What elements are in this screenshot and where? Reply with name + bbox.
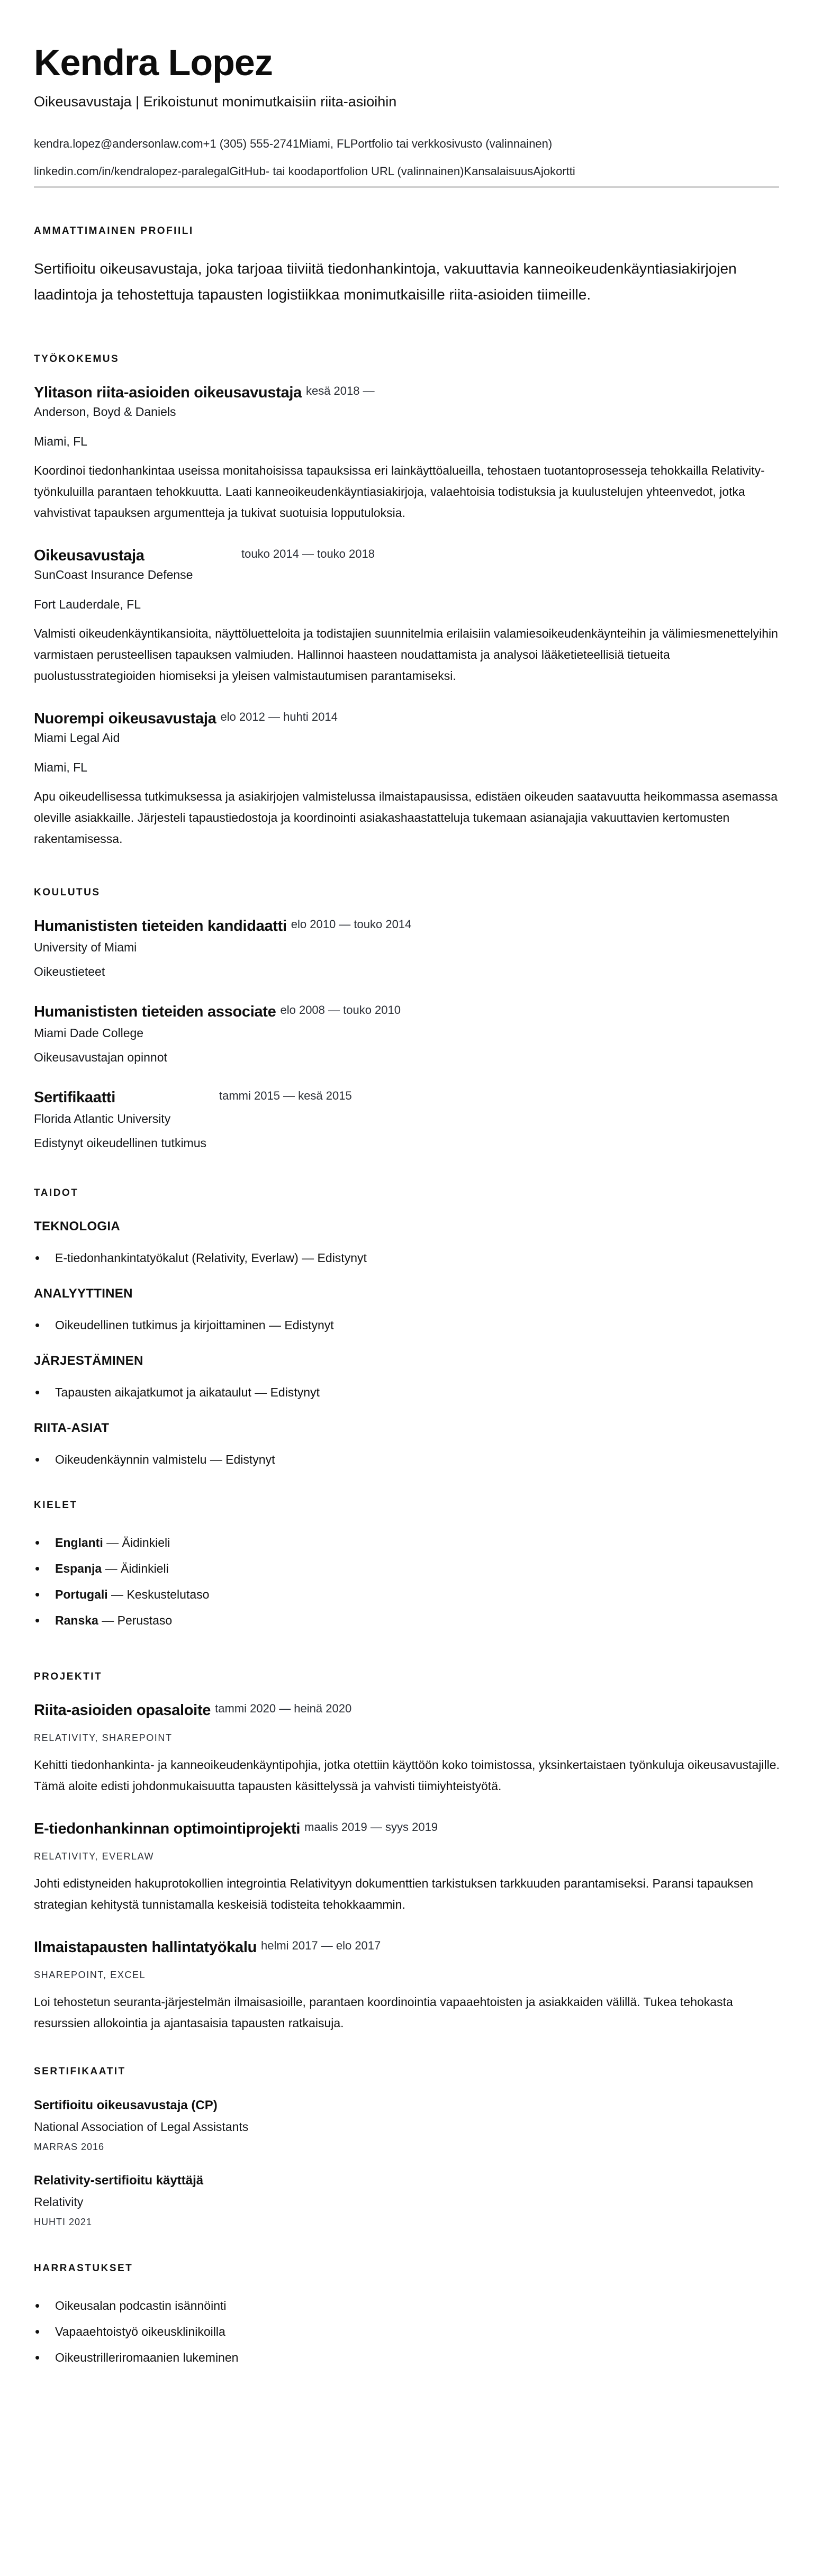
experience-header bbox=[34, 547, 779, 565]
skill-group bbox=[34, 1285, 779, 1338]
certificate-issuer: National Association of Legal Assistants bbox=[34, 2120, 249, 2134]
project-tech: RELATIVITY, EVERLAW bbox=[34, 1851, 155, 1862]
certificate-issuer: Relativity bbox=[34, 2195, 84, 2209]
skill-list bbox=[34, 1245, 779, 1271]
certificate-name: Sertifioitu oikeusavustaja (CP) bbox=[34, 2098, 218, 2113]
language-name: Portugali bbox=[55, 1588, 108, 1602]
education-item bbox=[34, 917, 779, 984]
skill-group bbox=[34, 1419, 779, 1473]
phone-number[interactable]: +1 (305) 555-2741 bbox=[203, 137, 300, 151]
job-location: Miami, FL bbox=[34, 760, 87, 775]
skill-item: • Tapausten aikajatkumot ja aikataulut — Edistynyt bbox=[34, 1380, 779, 1405]
language-separator: — bbox=[107, 1588, 127, 1602]
job-dates: touko 2014 — touko 2018 bbox=[241, 547, 375, 561]
skills-section bbox=[34, 1187, 779, 1473]
hobby-list bbox=[34, 2293, 779, 2371]
school-name: Miami Dade College bbox=[34, 1026, 144, 1040]
education-dates: elo 2010 — touko 2014 bbox=[291, 918, 412, 931]
project-name: Riita-asioiden opasaloite bbox=[34, 1702, 211, 1719]
experience-header bbox=[34, 710, 779, 728]
education-header bbox=[34, 917, 779, 935]
project-dates: tammi 2020 — heinä 2020 bbox=[215, 1702, 352, 1716]
project-tech: RELATIVITY, SHAREPOINT bbox=[34, 1733, 173, 1744]
job-description: Apu oikeudellisessa tutkimuksessa ja asiakirjojen valmistelussa ilmaistapausissa, edistäen oikeuden saatavuutta heikommassa asemassa oleville asiakkaille. Järjesteli tapaustiedostoja ja koordinointi asiakashaastatteluja tukemaan asianajajia vakuuttavien kertomusten rakentamisessa. bbox=[34, 790, 778, 846]
resume-header bbox=[34, 42, 779, 188]
field-of-study: Oikeustieteet bbox=[34, 965, 105, 979]
headline: Oikeusavustaja | Erikoistunut monimutkaisiin riita-asioihin bbox=[34, 94, 397, 110]
language-level: Äidinkieli bbox=[122, 1536, 170, 1550]
skill-group-title: ANALYYTTINEN bbox=[34, 1286, 133, 1301]
education-dates: elo 2008 — touko 2010 bbox=[280, 1003, 401, 1017]
certificate-date: HUHTI 2021 bbox=[34, 2217, 93, 2228]
language-name: Englanti bbox=[55, 1536, 103, 1550]
skill-item: • E-tiedonhankintatyökalut (Relativity, Everlaw) — Edistynyt bbox=[34, 1245, 779, 1271]
github-link[interactable]: GitHub- tai koodaportfolion URL (valinnainen) bbox=[229, 165, 464, 178]
skill-item: • Oikeudellinen tutkimus ja kirjoittaminen — Edistynyt bbox=[34, 1312, 779, 1338]
certificate-item bbox=[34, 2171, 779, 2230]
field-of-study: Edistynyt oikeudellinen tutkimus bbox=[34, 1136, 206, 1150]
location: Miami, FL bbox=[299, 137, 350, 151]
skill-item: • Oikeudenkäynnin valmistelu — Edistynyt bbox=[34, 1447, 779, 1473]
skill-group-title: JÄRJESTÄMINEN bbox=[34, 1354, 143, 1368]
education-header bbox=[34, 1089, 779, 1106]
skill-group bbox=[34, 1352, 779, 1405]
experience-header bbox=[34, 384, 779, 402]
education-item bbox=[34, 1089, 779, 1155]
company-name: Anderson, Boyd & Daniels bbox=[34, 405, 176, 419]
certificate-item bbox=[34, 2096, 779, 2155]
section-title-profile: AMMATTIMAINEN PROFIILI bbox=[34, 225, 194, 237]
project-description: Johti edistyneiden hakuprotokollien integrointia Relativityyn dokumenttien tarkistuksen tarkkuuden parantamiseksi. Paransi tapauksen strategian kehitystä tunnistamalla keskeisiä todisteita tehokkaammin. bbox=[34, 1876, 754, 1912]
experience-item bbox=[34, 710, 779, 849]
skill-group-title: TEKNOLOGIA bbox=[34, 1219, 120, 1234]
field-of-study: Oikeusavustajan opinnot bbox=[34, 1050, 167, 1065]
section-title-languages: KIELET bbox=[34, 1500, 78, 1511]
degree-title: Humanististen tieteiden associate bbox=[34, 1003, 276, 1021]
candidate-name: Kendra Lopez bbox=[34, 42, 273, 83]
job-location: Fort Lauderdale, FL bbox=[34, 597, 141, 612]
profile-summary: Sertifioitu oikeusavustaja, joka tarjoaa tiiviitä tiedonhankintoja, vakuuttavia kanneoikeudenkäyntiasiakirjojen laadintoja ja tehostettuja tapausten logistiikkaa monimutkaisille riita-asioiden tiimeille. bbox=[34, 260, 737, 303]
portfolio-link[interactable]: Portfolio tai verkkosivusto (valinnainen) bbox=[350, 137, 553, 151]
language-name: Espanja bbox=[55, 1562, 102, 1576]
education-dates: tammi 2015 — kesä 2015 bbox=[219, 1089, 352, 1103]
email-link[interactable]: kendra.lopez@andersonlaw.com bbox=[34, 137, 203, 151]
contact-row-primary bbox=[34, 130, 779, 158]
skill-group-title: RIITA-ASIAT bbox=[34, 1421, 110, 1436]
language-separator: — bbox=[102, 1562, 121, 1576]
project-item bbox=[34, 1938, 779, 2034]
school-name: University of Miami bbox=[34, 940, 137, 955]
project-item bbox=[34, 1701, 779, 1797]
section-title-certificates: SERTIFIKAATIT bbox=[34, 2066, 126, 2078]
section-title-skills: TAIDOT bbox=[34, 1187, 79, 1199]
languages-section bbox=[34, 1499, 779, 1634]
project-name: E-tiedonhankinnan optimointiprojekti bbox=[34, 1820, 301, 1838]
hobby-item: • Oikeustrilleriromaanien lukeminen bbox=[34, 2345, 779, 2371]
drivers-license: Ajokortti bbox=[533, 165, 575, 178]
experience-item bbox=[34, 384, 779, 523]
skill-list bbox=[34, 1447, 779, 1473]
profile-section bbox=[34, 225, 779, 307]
experience-section bbox=[34, 353, 779, 849]
hobbies-section bbox=[34, 2262, 779, 2371]
language-separator: — bbox=[103, 1536, 122, 1550]
language-separator: — bbox=[98, 1613, 118, 1628]
language-level: Perustaso bbox=[117, 1613, 173, 1628]
language-item bbox=[34, 1556, 779, 1582]
skill-group bbox=[34, 1218, 779, 1271]
hobby-item: • Oikeusalan podcastin isännöinti bbox=[34, 2293, 779, 2319]
project-description: Loi tehostetun seuranta-järjestelmän ilmaisasioille, parantaen koordinointia vapaaehtoisten ja asiakkaiden välillä. Tukea tehokasta resurssien allokointia ja ajantasaisia tapausten ratkaisuja. bbox=[34, 1995, 733, 2030]
education-item bbox=[34, 1003, 779, 1069]
job-location: Miami, FL bbox=[34, 434, 87, 449]
project-dates: helmi 2017 — elo 2017 bbox=[261, 1939, 381, 1953]
job-description: Valmisti oikeudenkäyntikansioita, näyttöluetteloita ja todistajien suunnitelmia erilaisiin valamiesoikeudenkäynteihin ja välimiesmenettelyihin varmistaen perusteellisen tapauksen valmiuden. Hallinnoi haasteen noudattamista ja analysoi lääketieteellisiä tietueita puolustusstrategioiden hiomiseksi ja yleisen valmistautumisen parantamiseksi. bbox=[34, 627, 778, 683]
language-item bbox=[34, 1608, 779, 1634]
job-title: Ylitason riita-asioiden oikeusavustaja bbox=[34, 384, 302, 402]
school-name: Florida Atlantic University bbox=[34, 1112, 171, 1126]
job-dates: elo 2012 — huhti 2014 bbox=[220, 710, 338, 724]
language-list bbox=[34, 1530, 779, 1634]
section-title-education: KOULUTUS bbox=[34, 887, 101, 899]
project-description: Kehitti tiedonhankinta- ja kanneoikeudenkäyntipohjia, jotka otettiin käyttöön koko toimistossa, yksinkertaistaen työnkuluja oikeusavustajille. Tämä aloite edisti johdonmukaisuutta tapausten käsittelyssä ja vahvisti tiimiyhteistyötä. bbox=[34, 1758, 780, 1793]
project-item bbox=[34, 1820, 779, 1915]
company-name: SunCoast Insurance Defense bbox=[34, 568, 193, 582]
contact-info bbox=[34, 130, 779, 188]
skill-list bbox=[34, 1312, 779, 1338]
language-level: Äidinkieli bbox=[121, 1562, 169, 1576]
section-title-hobbies: HARRASTUKSET bbox=[34, 2263, 133, 2274]
linkedin-link[interactable]: linkedin.com/in/kendralopez-paralegal bbox=[34, 165, 230, 178]
degree-title: Sertifikaatti bbox=[34, 1089, 116, 1106]
company-name: Miami Legal Aid bbox=[34, 731, 120, 745]
hobby-item: • Vapaaehtoistyö oikeusklinikoilla bbox=[34, 2319, 779, 2345]
citizenship: Kansalaisuus bbox=[464, 165, 534, 178]
education-section bbox=[34, 886, 779, 1155]
project-header bbox=[34, 1701, 779, 1719]
language-item bbox=[34, 1582, 779, 1608]
project-header bbox=[34, 1820, 779, 1838]
education-header bbox=[34, 1003, 779, 1021]
certificate-name: Relativity-sertifioitu käyttäjä bbox=[34, 2173, 204, 2188]
project-header bbox=[34, 1938, 779, 1956]
certificate-date: MARRAS 2016 bbox=[34, 2142, 105, 2153]
header-divider bbox=[34, 186, 779, 188]
job-description: Koordinoi tiedonhankintaa useissa monitahoisissa tapauksissa eri lainkäyttöalueilla, tehostaen tuotantoprosesseja tehokkailla Relativity-työnkuluilla parantaen tehokkuutta. Laati kanneoikeudenkäyntiasiakirjoja, valaehtoisia todistuksia ja kuulustelujen yhteenvedot, jotka vahvistivat tapauksen argumentteja ja tukivat suotuisia lopputuloksia. bbox=[34, 464, 765, 520]
projects-section bbox=[34, 1671, 779, 2034]
contact-row-secondary bbox=[34, 158, 779, 185]
project-name: Ilmaistapausten hallintatyökalu bbox=[34, 1939, 257, 1956]
job-title: Nuorempi oikeusavustaja bbox=[34, 710, 216, 728]
job-title: Oikeusavustaja bbox=[34, 547, 144, 565]
job-dates: kesä 2018 — bbox=[305, 384, 375, 398]
language-item bbox=[34, 1530, 779, 1556]
certificates-section bbox=[34, 2065, 779, 2230]
degree-title: Humanististen tieteiden kandidaatti bbox=[34, 918, 287, 935]
section-title-experience: TYÖKOKEMUS bbox=[34, 353, 120, 365]
section-title-projects: PROJEKTIT bbox=[34, 1671, 103, 1683]
skill-list bbox=[34, 1380, 779, 1405]
language-level: Keskustelutaso bbox=[127, 1588, 210, 1602]
experience-item bbox=[34, 547, 779, 686]
language-name: Ranska bbox=[55, 1613, 98, 1628]
project-dates: maalis 2019 — syys 2019 bbox=[304, 1820, 438, 1834]
project-tech: SHAREPOINT, EXCEL bbox=[34, 1970, 146, 1981]
